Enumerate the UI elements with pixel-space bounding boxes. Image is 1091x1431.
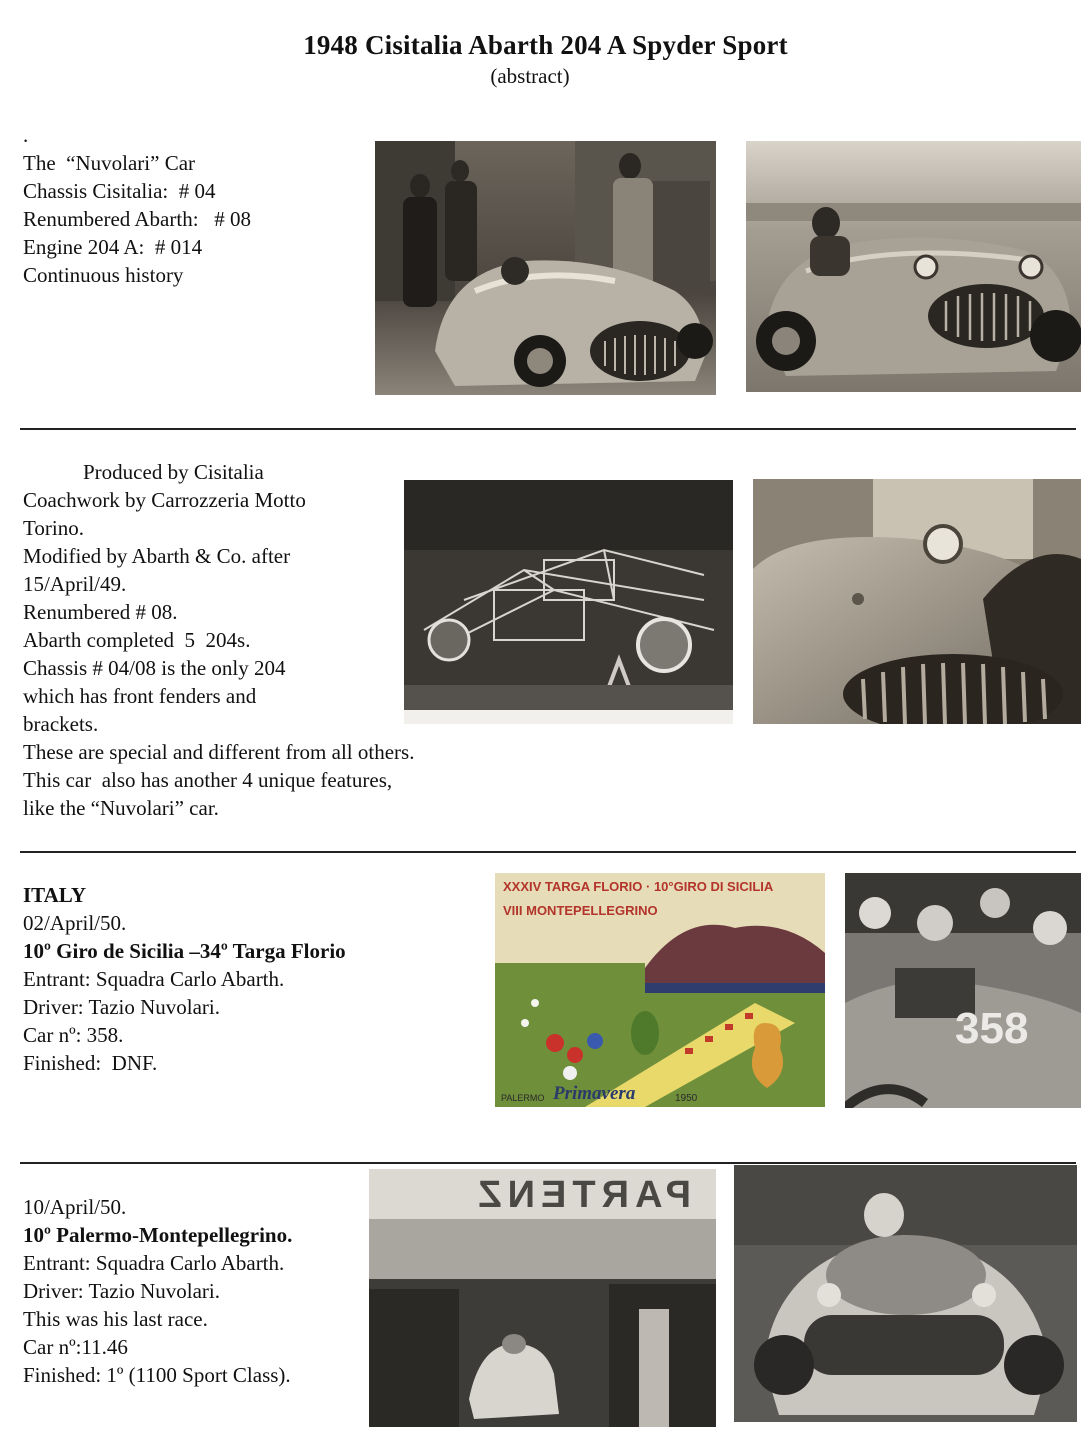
photo-race-start-banner bbox=[369, 1169, 716, 1427]
text-line: Produced by Cisitalia bbox=[83, 460, 264, 484]
text-line: These are special and different from all others. bbox=[23, 740, 415, 764]
text-line: This car also has another 4 unique features, bbox=[23, 768, 393, 792]
text-line: Engine 204 A: # 014 bbox=[23, 235, 203, 259]
start-banner-text: PARTENZ bbox=[472, 1174, 691, 1216]
text-line: Continuous history bbox=[23, 263, 184, 287]
section-divider bbox=[20, 851, 1076, 853]
text-line: Car nº: 358. bbox=[23, 1023, 124, 1047]
poster-line-1: XXXIV TARGA FLORIO · 10°GIRO DI SICILIA bbox=[503, 879, 774, 894]
page-subtitle: (abstract) bbox=[490, 64, 570, 88]
text-line: like the “Nuvolari” car. bbox=[23, 796, 219, 820]
section-2-text bbox=[23, 458, 414, 822]
text-line: Renumbered # 08. bbox=[23, 600, 178, 624]
text-line: brackets. bbox=[23, 712, 99, 736]
photo-driver-in-car bbox=[746, 141, 1081, 392]
poster-line-2: VIII MONTEPELLEGRINO bbox=[503, 903, 658, 918]
section-3-text bbox=[23, 881, 346, 1077]
text-line: Entrant: Squadra Carlo Abarth. bbox=[23, 1251, 285, 1275]
text-line: Entrant: Squadra Carlo Abarth. bbox=[23, 967, 285, 991]
text-line: Finished: 1º (1100 Sport Class). bbox=[23, 1363, 291, 1387]
text-line: Driver: Tazio Nuvolari. bbox=[23, 1279, 220, 1303]
car-number-358: 358 bbox=[955, 1004, 1029, 1053]
section-divider bbox=[20, 428, 1076, 430]
text-line: . bbox=[23, 123, 29, 147]
text-line: Renumbered Abarth: # 08 bbox=[23, 207, 252, 231]
poster-city: PALERMO bbox=[501, 1093, 545, 1103]
photo-car-358-crowd bbox=[845, 873, 1081, 1108]
race-heading: 10º Palermo-Montepellegrino. bbox=[23, 1223, 293, 1247]
text-line: Finished: DNF. bbox=[23, 1051, 158, 1075]
text-line: 02/April/50. bbox=[23, 911, 127, 935]
text-line: Coachwork by Carrozzeria Motto bbox=[23, 488, 306, 512]
text-line: 15/April/49. bbox=[23, 572, 127, 596]
photo-car-head-on bbox=[734, 1165, 1077, 1422]
section-4-text bbox=[23, 1193, 292, 1389]
text-line: The “Nuvolari” Car bbox=[23, 151, 196, 175]
text-line: which has front fenders and bbox=[23, 684, 257, 708]
poster-season: Primavera bbox=[553, 1083, 636, 1104]
text-line: Chassis # 04/08 is the only 204 bbox=[23, 656, 286, 680]
section-divider bbox=[20, 1162, 1076, 1164]
photo-targa-florio-poster bbox=[495, 873, 825, 1107]
photo-nuvolari-group bbox=[375, 141, 716, 395]
text-line: 10/April/50. bbox=[23, 1195, 127, 1219]
text-line: Chassis Cisitalia: # 04 bbox=[23, 179, 216, 203]
page-title: 1948 Cisitalia Abarth 204 A Spyder Sport bbox=[303, 30, 788, 60]
text-line: Modified by Abarth & Co. after bbox=[23, 544, 291, 568]
poster-year: 1950 bbox=[675, 1093, 698, 1104]
photo-chassis-workshop bbox=[404, 480, 733, 724]
text-line: Torino. bbox=[23, 516, 84, 540]
text-line: This was his last race. bbox=[23, 1307, 208, 1331]
section-1-text bbox=[23, 121, 251, 289]
race-heading: 10º Giro de Sicilia –34º Targa Florio bbox=[23, 939, 346, 963]
photo-fender-closeup bbox=[753, 479, 1081, 724]
text-line: Driver: Tazio Nuvolari. bbox=[23, 995, 220, 1019]
country-heading: ITALY bbox=[23, 883, 87, 907]
text-line: Abarth completed 5 204s. bbox=[23, 628, 251, 652]
text-line: Car nº:11.46 bbox=[23, 1335, 128, 1359]
